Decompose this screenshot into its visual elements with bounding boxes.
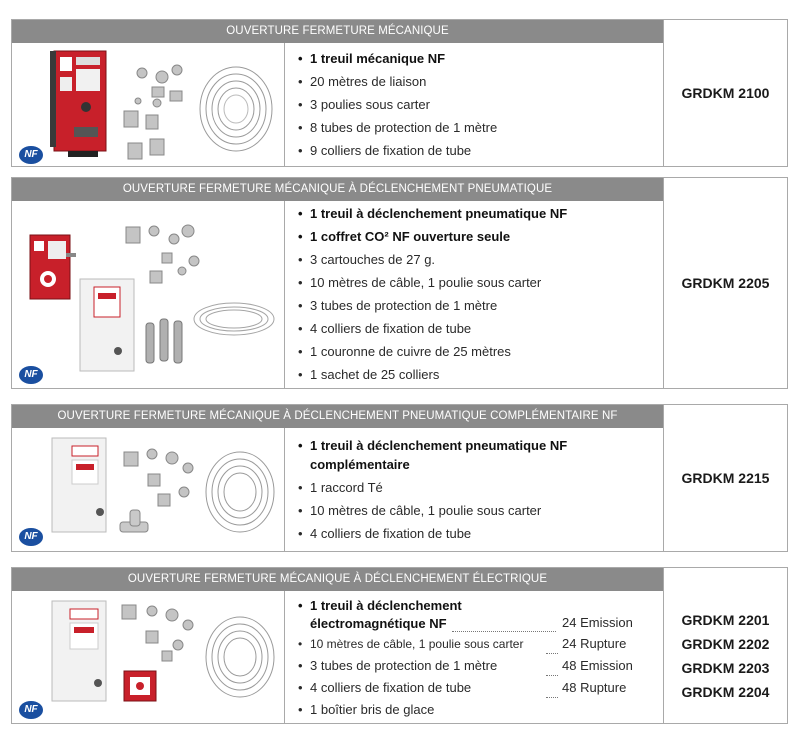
pulleys-brackets-image	[122, 605, 193, 661]
wire-coil-image	[206, 617, 274, 697]
contents-list	[298, 202, 655, 386]
pulleys-brackets-image	[126, 225, 199, 283]
product-code: GRDKM 2205	[681, 275, 770, 291]
product-image-cell	[12, 428, 285, 551]
list-item: • 4 colliers de fixation de tube	[298, 317, 655, 340]
product-code-cell	[663, 178, 787, 388]
list-item: • 1 couronne de cuivre de 25 mètres	[298, 340, 655, 363]
list-item: • 1 treuil à déclenchement pneumatique NF	[298, 434, 655, 457]
dotted-leader	[546, 697, 558, 698]
list-item: • 1 treuil à déclenchement	[298, 597, 655, 615]
option-value: 24 Emission	[562, 615, 633, 630]
dotted-leader	[452, 631, 556, 632]
option-value: 24 Rupture	[562, 636, 627, 651]
list-item: • 1 sachet de 25 colliers	[298, 363, 655, 386]
product-header: OUVERTURE FERMETURE MÉCANIQUE À DÉCLENCHEMENT PNEUMATIQUE COMPLÉMENTAIRE NF	[12, 405, 663, 428]
list-item: • 1 boîtier bris de glace	[298, 699, 655, 721]
co2-cabinet-image	[80, 279, 134, 371]
nf-certification-icon: NF	[19, 366, 43, 384]
contents-list	[298, 47, 655, 162]
product-code: GRDKM 2203	[681, 659, 770, 676]
product-card-grdkm-2100	[11, 19, 788, 167]
product-contents	[284, 591, 663, 723]
list-item: • 20 mètres de liaison	[298, 70, 655, 93]
product-code-cell	[663, 568, 787, 723]
option-value: 48 Emission	[562, 658, 633, 673]
list-item-continuation: complémentaire	[310, 457, 410, 472]
co2-cartridges-image	[146, 319, 182, 363]
product-card-grdkm-2205	[11, 177, 788, 389]
product-contents	[284, 201, 663, 388]
complementary-winch-image	[52, 438, 106, 532]
list-item: • 3 tubes de protection de 1 mètre	[298, 655, 655, 677]
product-card-grdkm-2215	[11, 404, 788, 552]
product-contents	[284, 43, 663, 166]
wire-coil-image	[206, 452, 274, 532]
pulleys-brackets-image	[124, 449, 193, 506]
list-item: • 3 poulies sous carter	[298, 93, 655, 116]
product-code: GRDKM 2201	[681, 611, 770, 628]
list-item: • 10 mètres de câble, 1 poulie sous carter	[298, 633, 655, 655]
list-item-continuation: électromagnétique NF	[310, 616, 447, 631]
list-item: • 10 mètres de câble, 1 poulie sous carter	[298, 499, 655, 522]
list-item: • 1 raccord Té	[298, 476, 655, 499]
product-image-cell	[12, 43, 285, 166]
nf-certification-icon: NF	[19, 701, 43, 719]
copper-wire-coil-image	[194, 303, 274, 335]
wire-coil-image	[200, 67, 272, 151]
product-code: GRDKM 2204	[681, 683, 770, 700]
dotted-leader	[546, 653, 558, 654]
break-glass-box-image	[124, 671, 156, 701]
product-illustration	[12, 428, 283, 551]
pneumatic-winch-image	[30, 235, 76, 299]
nf-certification-icon: NF	[19, 146, 43, 164]
product-illustration	[12, 43, 283, 166]
product-illustration	[12, 201, 283, 388]
list-item: • 9 colliers de fixation de tube	[298, 139, 655, 162]
electromagnetic-winch-image	[52, 601, 106, 701]
product-header: OUVERTURE FERMETURE MÉCANIQUE	[12, 20, 663, 43]
list-item: • 8 tubes de protection de 1 mètre	[298, 116, 655, 139]
product-code-cell	[663, 20, 787, 166]
mechanical-winch-image	[50, 51, 106, 157]
product-code: GRDKM 2215	[681, 470, 770, 486]
product-code: GRDKM 2100	[681, 85, 770, 101]
product-header: OUVERTURE FERMETURE MÉCANIQUE À DÉCLENCHEMENT ÉLECTRIQUE	[12, 568, 663, 591]
list-item: • 4 colliers de fixation de tube	[298, 677, 655, 699]
product-card-grdkm-2201-2204	[11, 567, 788, 724]
list-item: • 1 coffret CO² NF ouverture seule	[298, 225, 655, 248]
product-image-cell	[12, 201, 285, 388]
list-item: • 4 colliers de fixation de tube	[298, 522, 655, 545]
list-item: • 10 mètres de câble, 1 poulie sous carter	[298, 271, 655, 294]
product-header: OUVERTURE FERMETURE MÉCANIQUE À DÉCLENCHEMENT PNEUMATIQUE	[12, 178, 663, 201]
list-item: • 1 treuil mécanique NF	[298, 47, 655, 70]
option-value: 48 Rupture	[562, 680, 627, 695]
product-contents	[284, 428, 663, 551]
list-item: • 3 cartouches de 27 g.	[298, 248, 655, 271]
contents-list	[298, 434, 655, 545]
list-item: • 3 tubes de protection de 1 mètre	[298, 294, 655, 317]
pulleys-brackets-image	[124, 65, 182, 159]
product-illustration	[12, 591, 283, 723]
product-image-cell	[12, 591, 285, 723]
dotted-leader	[546, 675, 558, 676]
list-item: • 1 treuil à déclenchement pneumatique NF	[298, 202, 655, 225]
product-code: GRDKM 2202	[681, 635, 770, 652]
product-code-cell	[663, 405, 787, 551]
tee-fitting-image	[120, 510, 148, 532]
nf-certification-icon: NF	[19, 528, 43, 546]
